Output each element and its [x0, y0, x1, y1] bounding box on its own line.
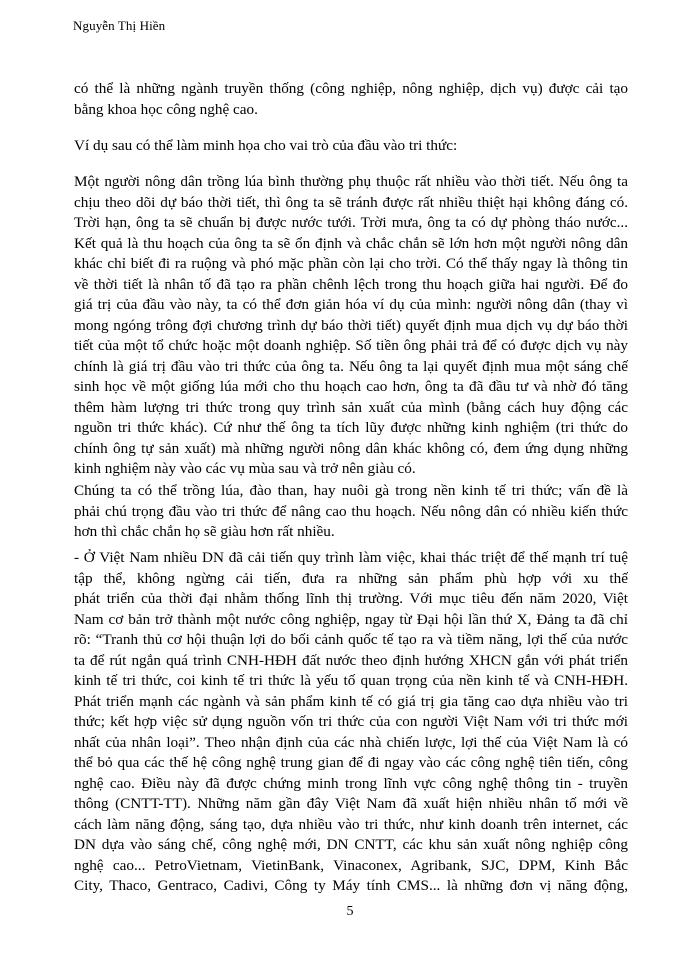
- text-line: chịu theo dõi dự báo thời tiết, thì ông ta sẽ tránh được rất nhiều thiệt hại không đáng có.: [74, 193, 628, 211]
- text-line: mong ngóng trông đợi chương trình dự báo thời tiết) quyết định mua dịch vụ dự báo thời: [74, 316, 628, 334]
- text-line: City, Thaco, Gentraco, Cadivi, Công ty Máy tính CMS... là những đơn vị năng động,: [74, 877, 628, 894]
- text-line: Phát triển mạnh các ngành và sản phẩm kinh tế có giá trị gia tăng cao dựa nhiều vào tri: [74, 692, 628, 710]
- text-line: hơn thì chắc chắn họ sẽ giàu hơn rất nhiều.: [74, 523, 335, 540]
- text-line: Ví dụ sau có thể làm minh họa cho vai trò của đầu vào tri thức:: [74, 137, 458, 154]
- text-line: ta để rút ngắn quá trình CNH-HĐH đất nước theo định hướng XHCN gắn với phát triển: [74, 651, 628, 669]
- text-line: nghệ cao... PetroVietnam, VietinBank, Vinaconex, Agribank, SJC, DPM, Kinh Bắc: [74, 856, 628, 874]
- text-line: Một người nông dân trồng lúa bình thường phụ thuộc rất nhiều vào thời tiết. Nếu ông ta: [74, 173, 628, 190]
- page-header-author: Nguyễn Thị Hiền: [73, 18, 166, 33]
- text-line: - Ở Việt Nam nhiều DN đã cải tiến quy trình làm việc, khai thác triệt để thế mạnh trí tuệ: [74, 549, 628, 566]
- text-line: thể bỏ qua các thế hệ công nghệ trung gian để đi ngay vào các công nghệ tiên tiến, công: [74, 754, 628, 771]
- text-line: kinh tế tri thức, coi kinh tế tri thức là yếu tố quan trọng của nền kinh tế và CNH-HĐH.: [74, 672, 628, 689]
- text-line: chính là giá trị đầu vào tri thức của ông ta. Nếu ông ta lại quyết định mua một sáng chế: [74, 357, 628, 375]
- text-line: nguồn tri thức khác). Cứ như thế ông ta tích lũy được những kinh nghiệm (tri thức do: [74, 419, 628, 436]
- paragraph-knowledge-economy: [74, 481, 628, 543]
- text-line: bằng khoa học công nghệ cao.: [74, 100, 258, 118]
- text-line: thêm hàm lượng tri thức trong quy trình sản xuất của mình (bằng cách huy động các: [74, 398, 628, 416]
- text-line: rõ: “Tranh thủ cơ hội thuận lợi do bối cảnh quốc tế tạo ra và tiềm năng, lợi thế của nước: [74, 631, 628, 648]
- text-line: tiết của một tổ chức hoặc một doanh nghiệp. Số tiền ông phải trả để có được dịch vụ này: [74, 337, 628, 354]
- text-line: Nam cơ bản trở thành một nước công nghiệp, ngay từ Đại hội lần thứ X, Đảng ta đã chỉ: [74, 610, 628, 628]
- text-line: Kết quả là thu hoạch của ông ta sẽ ổn định và chắc chắn sẽ lớn hơn một người nông dân: [74, 234, 628, 252]
- text-line: khác chỉ biết đi ra ruộng và phó mặc phần còn lại cho trời. Có thể thấy ngay là thông tin: [74, 255, 628, 272]
- text-line: thông (CNTT-TT). Những năm gần đây Việt Nam đã xuất hiện nhiều nhân tố mới về: [74, 795, 628, 812]
- text-line: DN dựa vào sáng chế, công nghệ mới, DN CNTT, các khu sản xuất nông nghiệp công: [74, 836, 628, 853]
- text-line: sinh học về một giống lúa mới cho thu hoạch cao hơn, ông ta đã đầu tư và nhờ đó tăng: [74, 378, 628, 395]
- text-line: tập thể, không ngừng cải tiến, đưa ra những sản phẩm phù hợp với xu thế: [74, 569, 628, 587]
- text-line: Chúng ta có thể trồng lúa, đào than, hay nuôi gà trong nền kinh tế tri thức; vấn đề là: [74, 482, 628, 499]
- text-line: nghệ cao. Điều này đã được chứng minh trong lĩnh vực công nghệ thông tin - truyền: [74, 774, 628, 792]
- page-number: 5: [346, 904, 354, 919]
- text-line: về thời tiết là nhân tố đã tạo ra phần chênh lệch trong thu hoạch giữa hai người. Để đo: [74, 275, 628, 293]
- text-line: thức; kết hợp việc sử dụng nguồn vốn tri thức của con người Việt Nam với tri thức mới: [74, 713, 628, 730]
- text-line: có thể là những ngành truyền thống (công nghiệp, nông nghiệp, dịch vụ) được cải tạo: [74, 80, 628, 97]
- text-line: Trời hạn, ông ta sẽ chuẩn bị được nước tưới. Trời mưa, ông ta có dự phòng tháo nước...: [74, 214, 628, 231]
- text-line: phải chú trọng đầu vào tri thức để nâng cao thu hoạch. Nếu nông dân có nhiều kiến thức: [74, 502, 628, 520]
- paragraph-farmer-example: [74, 172, 628, 480]
- paragraph-example-heading: [74, 136, 628, 157]
- text-line: giá trị của đầu vào này, ta có thể đơn giản hóa ví dụ của mình: người nông dân (thay vì: [74, 296, 628, 313]
- text-line: nhất của nhân loại”. Theo nhận định của các nhà chiến lược, lợi thế của Việt Nam là có: [74, 733, 628, 751]
- paragraph-intro: [74, 79, 628, 120]
- text-line: cách làm năng động, sáng tạo, dựa nhiều vào tri thức, như kinh doanh trên internet, các: [74, 815, 628, 833]
- paragraph-vietnam: [74, 548, 628, 897]
- text-line: phát triển của thời đại nhằm thống lĩnh thị trường. Với mục tiêu đến năm 2020, Việt: [74, 590, 628, 607]
- text-line: chính ông tự sản xuất) mà những người nông dân khác không có, đem ứng dụng những: [74, 439, 628, 457]
- text-line: kinh nghiệm này vào các vụ mùa sau và trở nên giàu có.: [74, 460, 416, 477]
